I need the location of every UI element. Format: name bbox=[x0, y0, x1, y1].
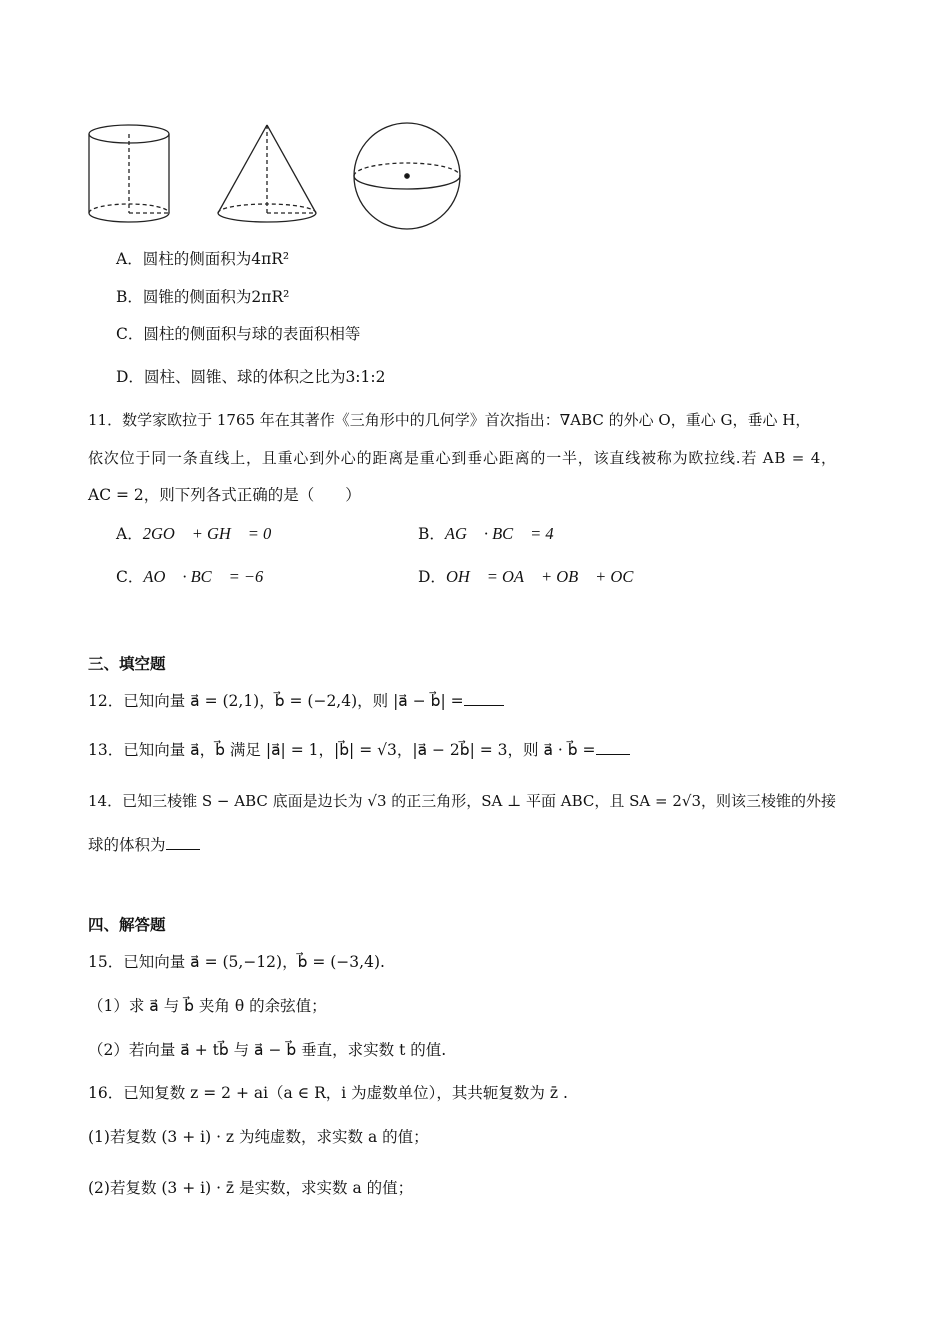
cylinder-figure bbox=[89, 125, 169, 222]
q14-text: 球的体积为 bbox=[88, 836, 166, 854]
answer-blank bbox=[464, 691, 504, 706]
option-text: 圆柱、圆锥、球的体积之比为3:1:2 bbox=[143, 368, 386, 386]
option-label: D． bbox=[418, 568, 446, 586]
q10-option-a bbox=[116, 248, 289, 270]
option-text: 圆柱的侧面积为4πR² bbox=[142, 250, 290, 268]
q12 bbox=[88, 690, 504, 712]
answer-blank bbox=[166, 835, 200, 850]
option-label: B． bbox=[418, 525, 445, 543]
option-label: B． bbox=[116, 288, 143, 306]
q14-line-1: 14．已知三棱锥 S − ABC 底面是边长为 √3 的正三角形，SA ⊥ 平面 ABC，且 SA = 2√3，则该三棱锥的外接 bbox=[88, 792, 837, 810]
q11-line-3: AC = 2，则下列各式正确的是（ ） bbox=[88, 486, 361, 504]
q11-option-d bbox=[418, 566, 646, 588]
section-3-title: 三、填空题 bbox=[88, 655, 166, 673]
q12-text: 12．已知向量 a⃗ = (2,1)，b⃗ = (−2,4)，则 |a⃗ − b⃗| = bbox=[88, 692, 464, 710]
answer-blank bbox=[596, 740, 630, 755]
section-4-title: 四、解答题 bbox=[88, 916, 166, 934]
option-text: 圆柱的侧面积与球的表面积相等 bbox=[143, 325, 361, 343]
option-text: OH⃗ = OA⃗ + OB⃗ + OC⃗ bbox=[445, 567, 647, 586]
option-label: C． bbox=[116, 325, 144, 343]
q13-text: 13．已知向量 a⃗，b⃗ 满足 |a⃗| = 1，|b⃗| = √3，|a⃗ − 2b⃗| = 3，则 a⃗ · b⃗ = bbox=[88, 741, 596, 759]
sphere-figure bbox=[354, 123, 460, 229]
solids-figure bbox=[82, 118, 472, 236]
q16-part-2: (2)若复数 (3 + i) · z̄ 是实数，求实数 a 的值； bbox=[88, 1179, 414, 1197]
q10-option-d bbox=[116, 366, 385, 388]
cone-figure bbox=[218, 125, 316, 222]
option-label: D． bbox=[116, 368, 144, 386]
q16-stem: 16．已知复数 z = 2 + ai（a ∈ R，i 为虚数单位），其共轭复数为 z̄ . bbox=[88, 1084, 568, 1102]
option-text: 圆锥的侧面积为2πR² bbox=[142, 288, 290, 306]
q14-line-2 bbox=[88, 834, 200, 856]
option-text: 2GO⃗ + GH⃗ = 0⃗ bbox=[142, 524, 285, 543]
q10-option-c bbox=[116, 323, 360, 345]
option-label: A． bbox=[116, 525, 143, 543]
q11-option-c bbox=[116, 566, 263, 588]
q15-part-1: （1）求 a⃗ 与 b⃗ 夹角 θ 的余弦值； bbox=[88, 997, 327, 1015]
q11-option-b bbox=[418, 523, 554, 545]
q15-stem: 15．已知向量 a⃗ = (5,−12)，b⃗ = (−3,4). bbox=[88, 953, 385, 971]
option-text: AG⃗ · BC⃗ = 4 bbox=[444, 524, 554, 543]
q15-part-2: （2）若向量 a⃗ + tb⃗ 与 a⃗ − b⃗ 垂直，求实数 t 的值. bbox=[88, 1041, 447, 1059]
option-label: A． bbox=[116, 250, 143, 268]
q11-option-a bbox=[116, 523, 284, 545]
q11-line-2: 依次位于同一条直线上，且重心到外心的距离是重心到垂心距离的一半，该直线被称为欧拉线.若 AB = 4， bbox=[88, 449, 837, 467]
option-text: AO⃗ · BC⃗ = −6 bbox=[143, 567, 264, 586]
q13 bbox=[88, 739, 630, 761]
q11-line-1: 11．数学家欧拉于 1765 年在其著作《三角形中的几何学》首次指出：∇ABC 的外心 O，重心 G，垂心 H， bbox=[88, 411, 811, 429]
q10-option-b bbox=[116, 286, 289, 308]
q16-part-1: (1)若复数 (3 + i) · z 为纯虚数，求实数 a 的值； bbox=[88, 1128, 429, 1146]
option-label: C． bbox=[116, 568, 144, 586]
